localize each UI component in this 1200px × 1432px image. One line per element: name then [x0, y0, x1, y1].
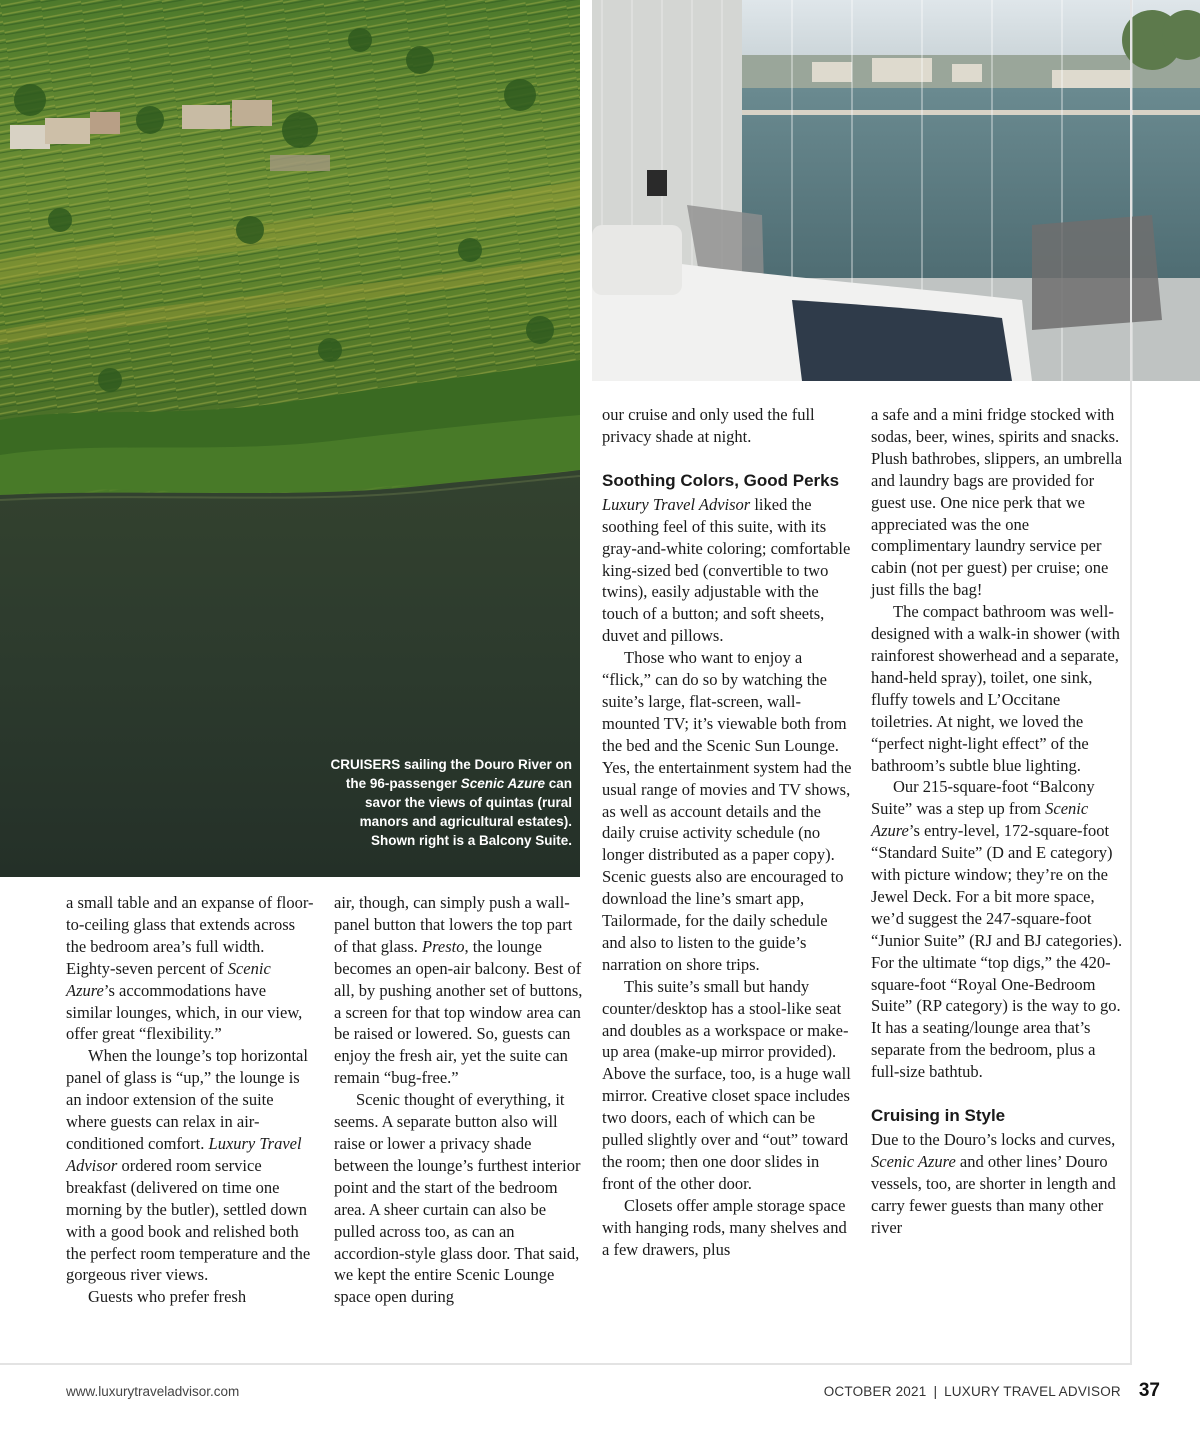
col3-p2-publication: Luxury Travel Advisor	[602, 494, 751, 514]
col4-paragraph-3	[871, 776, 1123, 1083]
article-column-1	[66, 892, 316, 1308]
col3-p2-text: liked the soothing feel of this suite, with its gray-and-white coloring; comfortable king-sized bed (convertible to two twins), easily adjustable with the touch of a button; and soft sheets, duvet and pillows.	[602, 494, 851, 646]
col4-p3-ship-name: Scenic Azure	[871, 799, 1089, 841]
balcony-suite-illustration	[592, 0, 1200, 381]
balcony-suite-photo	[592, 0, 1200, 381]
article-column-4	[871, 404, 1123, 1239]
col3-paragraph-1: our cruise and only used the full privacy shade at night.	[602, 405, 815, 446]
col1-p1-text-b: ’s accommodations have similar lounges, which, in our view, offer great “flexibility.”	[66, 980, 303, 1044]
col4-p3-text-a: Our 215-square-foot “Balcony Suite” was a step up from	[871, 777, 1095, 819]
col2-p1-text-a: air, though, can simply push a wall-panel button that lowers the top part of that glass.	[334, 893, 573, 956]
col2-paragraph-1	[334, 892, 584, 1089]
col1-paragraph-2	[66, 1045, 316, 1286]
caption-text-1: sailing the Douro River on the 96-passenger	[345, 757, 572, 791]
col4-paragraph-1: a safe and a mini fridge stocked with sodas, beer, wines, spirits and snacks. Plush bathrobes, slippers, an umbrella and laundry bags are provided for guest use. One nice perk that we appreciated was the one complimentary laundry service per cabin (not per guest) per cruise; one just fills the bag!	[871, 405, 1123, 600]
caption-ship-name: Scenic Azure	[460, 776, 545, 791]
col2-paragraph-2: Scenic thought of everything, it seems. A separate button also will raise or lower a privacy shade between the lounge’s furthest interior point and the start of the bedroom area. A sheer curtain can also be pulled across too, as can an accordion-style glass door. That said, we kept the entire Scenic Lounge space open during	[334, 1090, 581, 1307]
col3-paragraph-3: Those who want to enjoy a “flick,” can do so by watching the suite’s large, flat-screen, wall-mounted TV; it’s viewable both from the bed and the Scenic Sun Lounge. Yes, the entertainment system had the usual range of movies and TV shows, as well as account details and the daily cruise activity schedule (no longer distributed as a paper copy). Scenic guests also are encouraged to download the line’s smart app, Tailormade, for the daily schedule and also to listen to the guide’s narration on shore trips.	[602, 648, 852, 974]
col1-p2-text-a: When the lounge’s top horizontal panel of glass is “up,” the lounge is an indoor extension of the suite where guests can relax in air-conditioned comfort.	[66, 1046, 308, 1153]
col3-paragraph-2	[602, 494, 854, 647]
col1-p2-publication: Luxury Travel Advisor	[66, 1133, 302, 1175]
col4-paragraph-4	[871, 1129, 1123, 1239]
subhead-cruising-in-style: Cruising in Style	[871, 1106, 1006, 1126]
page-border-right	[1130, 0, 1132, 1365]
douro-vineyard-photo	[0, 0, 580, 877]
col1-paragraph-3: Guests who prefer fresh	[88, 1287, 247, 1307]
col1-paragraph-1	[66, 892, 316, 1045]
caption-lead: CRUISERS	[330, 757, 401, 772]
col1-p1-text-a: a small table and an expanse of floor-to-ceiling glass that extends across the bedroom area’s full width. Eighty-seven percent of	[66, 893, 314, 978]
footer-folio	[824, 1380, 1160, 1402]
col3-paragraph-5: Closets offer ample storage space with hanging rods, many shelves and a few drawers, plus	[602, 1195, 847, 1259]
col2-p1-presto: Presto	[422, 936, 465, 956]
article-column-3	[602, 404, 854, 1261]
footer-publication: LUXURY TRAVEL ADVISOR	[944, 1384, 1121, 1399]
col3-paragraph-4: This suite’s small but handy counter/desktop has a stool-like seat and doubles as a workspace or make-up area (make-up mirror provided). Above the surface, too, is a huge wall mirror. Creative closet space includes two doors, each of which can be pulled slightly over and “out” toward the room; then one door slides in front of the other door.	[602, 976, 851, 1193]
subhead-soothing-colors: Soothing Colors, Good Perks	[602, 470, 840, 490]
page-border-bottom	[0, 1363, 1132, 1365]
footer-website-link[interactable]: www.luxurytraveladvisor.com	[66, 1384, 240, 1399]
col4-paragraph-2: The compact bathroom was well-designed with a walk-in shower (with rainforest showerhead and a separate, hand-held spray), toilet, one sink, fluffy towels and L’Occitane toiletries. At night, we loved the “perfect night-light effect” of the bathroom’s subtle blue lighting.	[871, 602, 1120, 775]
col4-p4-text-a: Due to the Douro’s locks and curves,	[871, 1130, 1116, 1150]
col4-p4-text-b: and other lines’ Douro vessels, too, are shorter in length and carry fewer guests than many other river	[871, 1152, 1116, 1237]
page-number: 37	[1138, 1380, 1160, 1401]
douro-vineyard-illustration	[0, 0, 580, 877]
photo-caption	[330, 755, 572, 850]
col2-p1-text-b: , the lounge becomes an open-air balcony. Best of all, by pushing another set of buttons, a screen for that top window area can be raised or lowered. So, guests can enjoy the fresh air, yet the suite can remain “bug-free.”	[334, 936, 583, 1088]
article-column-2	[334, 892, 584, 1308]
footer-issue-date: OCTOBER 2021	[823, 1384, 927, 1399]
footer-separator: |	[933, 1383, 938, 1399]
col4-p3-text-b: ’s entry-level, 172-square-foot “Standard Suite” (D and E category) with picture window; they’re on the Jewel Deck. For a bit more space, we’d suggest the 247-square-foot “Junior Suite” (RJ and BJ categories). For the ultimate “top digs,” the 420-square-foot “Royal One-Bedroom Suite” (RP category) is the way to go. It has a seating/lounge area that’s separate from the bedroom, plus a full-size bathtub.	[871, 821, 1123, 1082]
caption-text-2: can savor the views of quintas (rural manors and agricultural estates). Shown right is a Balcony Suite.	[359, 776, 572, 848]
col1-p2-text-b: ordered room service breakfast (delivered on time one morning by the butler), settled down with a good book and relished both the perfect room temperature and the gorgeous river views.	[66, 1155, 311, 1285]
col4-p4-ship-name: Scenic Azure	[871, 1152, 956, 1171]
col1-p1-ship-name: Scenic Azure	[66, 958, 271, 1000]
